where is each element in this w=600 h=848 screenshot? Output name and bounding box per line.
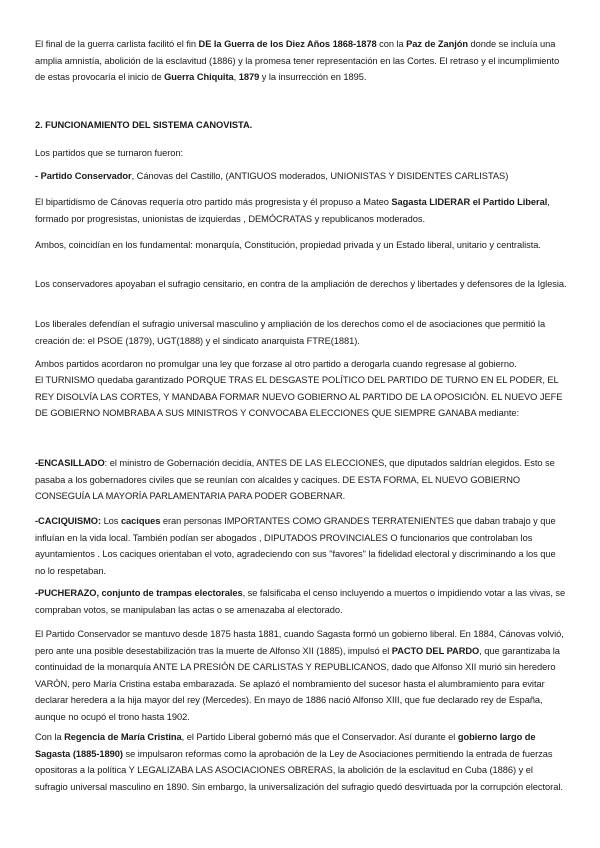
text-run: El TURNISMO quedaba garantizado PORQUE TRAS EL DESGASTE POLÍTICO DEL PARTIDO DE TURNO EN EL PODER, EL REY DISOLVÍA LAS CORTES, Y MANDABA FORMAR NUEVO GOBIERNO AL PARTIDO DE LA OPOSICIÓN. EL NUEVO JEFE DE GOBIERNO NOMBRABA A SUS MINISTROS Y CONVOCABA ELECCIONES QUE SIEMPRE GANABA mediante: [35, 375, 563, 419]
section-heading [35, 117, 567, 134]
regency-paragraph [35, 729, 567, 795]
bold-text-run: DE la Guerra de los Diez Años 1868-1878 [198, 39, 377, 49]
bold-text-run: -PUCHERAZO, conjunto de trampas electorales [35, 588, 243, 598]
text-run: , formado por progresistas, unionistas de izquierdas , DEMÓCRATAS y republicanos moderados. [35, 197, 550, 224]
bold-text-run: PACTO DEL PARDO [391, 645, 480, 656]
bold-text-run: Guerra Chiquita [164, 72, 234, 83]
caciquismo-paragraph [35, 513, 567, 579]
text-run: donde se incluía una amplia amnistía, abolición de la esclavitud (1886) y la promesa tener representación en las Cortes. El retraso y el incumplimiento de estas provocaría el inicio de [35, 39, 560, 83]
bold-text-run: -CACIQUISMO: [35, 516, 102, 526]
text-run: El bipartidismo de Cánovas requería otro partido más progresista y él propuso a Mateo [35, 197, 392, 207]
bold-text-run: Regencia de María Cristina [64, 732, 182, 742]
intro-paragraph [35, 36, 567, 86]
text-run: El Partido Conservador se mantuvo desde 1875 hasta 1881, cuando Sagasta formó un gobierno liberal. En 1884, Cánovas volvió, pero ante una posible desestabilización tras la muerte de Alfonso XII (1885), impulsó el [35, 629, 564, 656]
liberal-party-paragraph [35, 194, 567, 227]
bold-text-run: gobierno largo de Sagasta (1885-1890) [35, 732, 536, 759]
text-run: Los conservadores apoyaban el sufragio censitario, en contra de la ampliación de derechos y libertades y defensores de la Iglesia. [35, 279, 567, 289]
conservative-party-paragraph [35, 168, 567, 185]
pucherazo-paragraph [35, 585, 567, 618]
bold-text-run: caciques [120, 516, 161, 526]
text-run: Ambos, coincidían en los fundamental: monarquía, Constitución, propiedad privada y un Estado liberal, unitario y centralista. [35, 240, 541, 250]
text-run: con la [376, 39, 407, 49]
text-run: Los liberales defendían el sufragio universal masculino y ampliación de los derechos como el de asociaciones que permitió la creación de: el PSOE (1879), UGT(1888) y el sindicato anarquista FTRE(1881). [35, 319, 546, 346]
agreement-paragraph [35, 356, 567, 373]
liberals-paragraph [35, 316, 567, 349]
conservative-period-paragraph [35, 626, 567, 726]
text-run: y la insurrección en 1895. [259, 72, 367, 83]
bold-text-run: Sagasta LIDERAR el Partido Liberal [391, 197, 548, 207]
text-run: : el ministro de Gobernación decidía, ANTES DE LAS ELECCIONES, que diputados saldrían elegidos. Esto se pasaba a los gobernadores civiles que se reunían con alcaldes y caciques. DE ESTA FORMA, EL NUEVO GOBIERNO CONSEGUÍA LA MAYORÍA PARLAMENTARIA PARA PODER GOBERNAR. [35, 458, 555, 502]
turnismo-paragraph [35, 372, 567, 422]
bold-text-run: 2. FUNCIONAMIENTO DEL SISTEMA CANOVISTA. [35, 120, 253, 130]
text-run: Con la [35, 732, 65, 742]
text-run: , Cánovas del Castillo, (ANTIGUOS moderados, UNIONISTAS Y DISIDENTES CARLISTAS) [131, 171, 509, 181]
common-ground-paragraph [35, 237, 567, 254]
bold-text-run: 1879 [238, 72, 260, 83]
text-run: Los [101, 516, 121, 526]
text-run: , se falsificaba el censo incluyendo a muertos o impidiendo votar a las vivas, se compraban votos, se manipulaban las actas o se amenazaba al electorado. [35, 588, 566, 615]
bold-text-run: - Partido Conservador [35, 171, 132, 181]
encasillado-paragraph [35, 455, 567, 505]
conservatives-paragraph [35, 276, 567, 293]
parties-intro-paragraph [35, 145, 567, 162]
text-run: Ambos partidos acordaron no promulgar una ley que forzase al otro partido a derogarla cuando regresase al gobierno. [35, 359, 517, 369]
text-run: Los partidos que se turnaron fueron: [35, 148, 184, 158]
text-run: El final de la guerra carlista facilitó el fin [35, 39, 199, 49]
bold-text-run: -ENCASILLADO [35, 458, 105, 468]
text-run: , el Partido Liberal gobernó más que el Conservador. Así durante el [181, 732, 458, 742]
text-run: , que garantizaba la continuidad de la monarquía ANTE LA PRESIÓN DE CARLISTAS Y REPUBLICANOS, dado que Alfonso XII murió sin heredero VARÓN, pero María Cristina estaba embarazada. Se aplazó el nombramiento del sucesor hasta el alumbramiento para evitar declarar heredera a la hija mayor del rey (Mercedes). En mayo de 1886 nació Alfonso XIII, que fue declarado rey de España, aunque no ocupó el trono hasta 1902. [35, 645, 560, 722]
text-run: se impulsaron reformas como la aprobación de la Ley de Asociaciones permitiendo la entrada de fuerzas opositoras a la política Y LEGALIZABA LAS ASOCIACIONES OBRERAS, la abolición de la esclavitud en Cuba (1886) y el sufragio universal masculino en 1890. Sin embargo, la universalización del sufragio quedó desvirtuada por la corrupción electoral. [35, 748, 563, 792]
text-run: eran personas IMPORTANTES COMO GRANDES TERRATENIENTES que daban trabajo y que influían en la vida local. También podían ser abogados , DIPUTADOS PROVINCIALES O funcionarios que controlaban los ayuntamientos . Los caciques orientaban el voto, agradeciendo con sus "favores" la fidelidad electoral y discriminando a los que no lo respetaban. [35, 516, 556, 576]
bold-text-run: Paz de Zanjón [406, 39, 469, 49]
text-run: , [233, 72, 239, 83]
